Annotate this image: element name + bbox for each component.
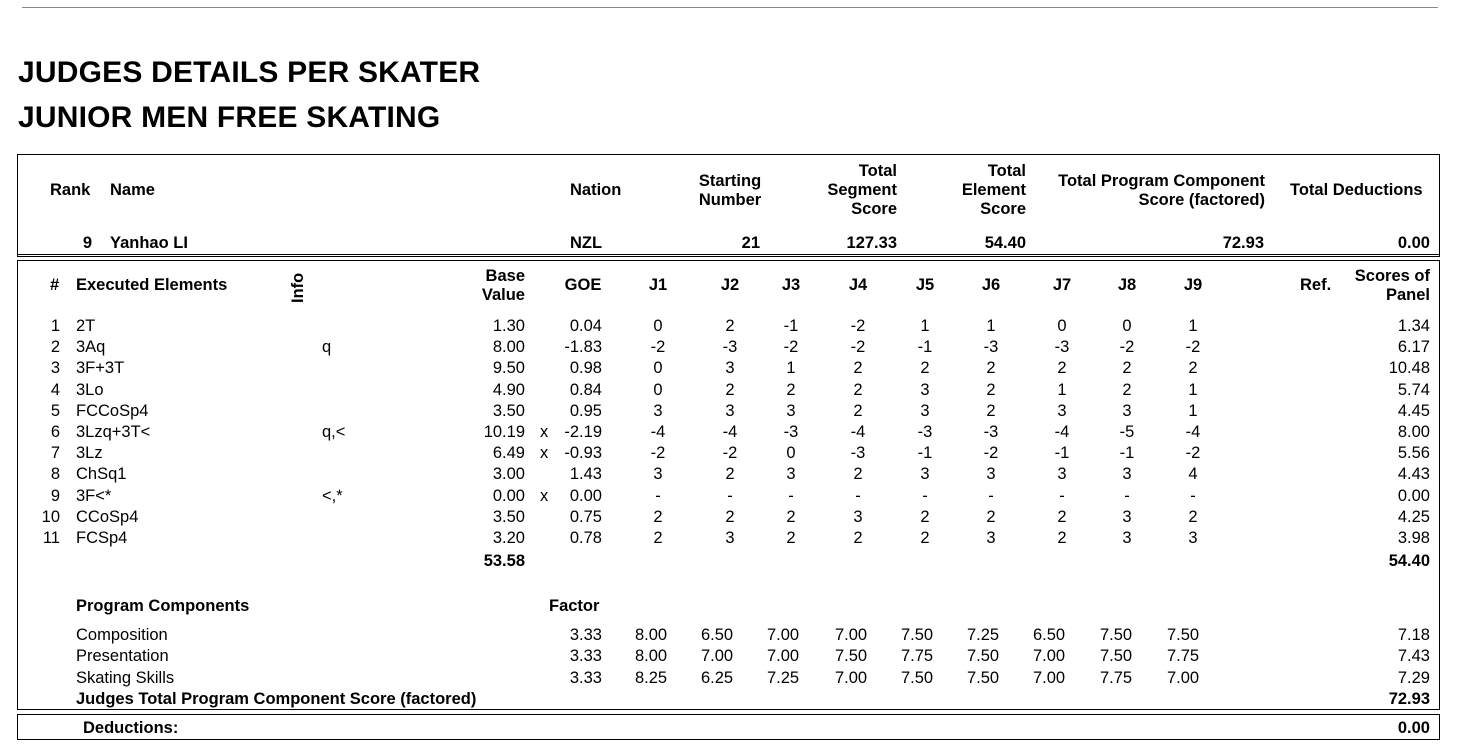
element-judge-score-j3: 0 xyxy=(786,444,796,463)
element-judge-score-j8: 2 xyxy=(1122,380,1132,399)
element-judge-score-j4: 2 xyxy=(853,465,863,484)
element-judge-score-j7: 2 xyxy=(1057,359,1067,378)
component-panel-score: 7.29 xyxy=(1397,668,1430,687)
element-base-value: 10.19 xyxy=(483,423,525,441)
element-judge-score-j9: 1 xyxy=(1188,380,1198,399)
element-judge-score-j3: 1 xyxy=(786,359,796,378)
element-judge-score-j2: 2 xyxy=(725,380,735,399)
component-judge-score-j1: 8.00 xyxy=(634,647,668,666)
element-judge-score-j3: 2 xyxy=(786,380,796,399)
element-judge-score-j9: - xyxy=(1190,486,1196,505)
component-judge-score-j7: 7.00 xyxy=(1032,668,1066,687)
skater-tss: 127.33 xyxy=(846,234,897,252)
goe-header: GOE xyxy=(564,276,602,294)
component-judge-score-j4: 7.00 xyxy=(834,668,868,687)
component-judge-score-j7: 6.50 xyxy=(1032,626,1066,644)
element-judge-score-j8: - xyxy=(1124,486,1130,505)
summary-underline xyxy=(18,254,1439,255)
element-judge-score-j8: 3 xyxy=(1122,465,1132,484)
element-judge-score-j5: 3 xyxy=(920,401,930,420)
element-judge-score-j1: 0 xyxy=(653,380,663,399)
element-judge-score-j8: 2 xyxy=(1122,359,1132,378)
element-number: 4 xyxy=(50,380,60,399)
component-judge-score-j3: 7.25 xyxy=(766,668,800,687)
element-judge-score-j2: 2 xyxy=(725,465,735,484)
element-number: 5 xyxy=(50,401,60,420)
nation-header: Nation xyxy=(570,181,622,199)
component-panel-score: 7.43 xyxy=(1397,647,1430,666)
element-judge-score-j3: 3 xyxy=(786,401,796,420)
element-judge-score-j3: 2 xyxy=(786,507,796,526)
component-judge-score-j2: 6.25 xyxy=(700,668,734,687)
element-base-value: 8.00 xyxy=(492,338,525,357)
component-factor: 3.33 xyxy=(569,647,602,666)
element-judge-score-j2: 2 xyxy=(725,317,735,335)
component-name: Presentation xyxy=(76,647,169,666)
component-judge-score-j2: 7.00 xyxy=(700,647,734,666)
element-goe: -0.93 xyxy=(564,444,602,463)
element-judge-score-j9: -4 xyxy=(1185,423,1201,441)
component-judge-score-j4: 7.50 xyxy=(834,647,868,666)
base-value-header: Base Value xyxy=(481,267,525,304)
element-panel-score: 5.56 xyxy=(1397,444,1430,463)
element-judge-score-j9: 1 xyxy=(1188,401,1198,420)
element-base-value: 9.50 xyxy=(492,359,525,378)
element-info: q,< xyxy=(322,423,346,441)
element-number: 7 xyxy=(50,444,60,463)
judge-header-j3: J3 xyxy=(781,276,801,294)
element-judge-score-j4: -4 xyxy=(850,423,866,441)
element-code: 3F<* xyxy=(76,486,112,505)
element-judge-score-j7: 3 xyxy=(1057,465,1067,484)
element-judge-score-j9: -2 xyxy=(1185,338,1201,357)
element-judge-score-j5: -1 xyxy=(917,444,933,463)
element-judge-score-j6: 3 xyxy=(986,529,996,547)
judge-header-j2: J2 xyxy=(720,276,740,294)
element-num-header: # xyxy=(50,276,60,294)
element-judge-score-j2: 3 xyxy=(725,359,735,378)
element-base-value: 6.49 xyxy=(492,444,525,463)
element-code: 3Lzq+3T< xyxy=(76,423,151,441)
skater-tes: 54.40 xyxy=(984,234,1026,252)
factor-header: Factor xyxy=(549,597,600,615)
element-judge-score-j5: 2 xyxy=(920,529,930,547)
element-judge-score-j4: 2 xyxy=(853,359,863,378)
page-title: JUDGES DETAILS PER SKATER xyxy=(18,56,481,89)
element-judge-score-j7: -1 xyxy=(1054,444,1070,463)
component-judge-score-j5: 7.50 xyxy=(900,626,934,644)
judge-header-j9: J9 xyxy=(1183,276,1203,294)
element-judge-score-j4: 2 xyxy=(853,401,863,420)
scores-of-panel-header: Scores of Panel xyxy=(1354,267,1430,304)
component-judge-score-j9: 7.75 xyxy=(1166,647,1200,666)
element-goe: -2.19 xyxy=(564,423,602,441)
element-judge-score-j4: -3 xyxy=(850,444,866,463)
element-judge-score-j6: 2 xyxy=(986,401,996,420)
element-judge-score-j8: 3 xyxy=(1122,529,1132,547)
element-judge-score-j3: 2 xyxy=(786,529,796,547)
element-judge-score-j7: -3 xyxy=(1054,338,1070,357)
element-judge-score-j2: 2 xyxy=(725,507,735,526)
element-judge-score-j1: -2 xyxy=(650,444,666,463)
element-number: 3 xyxy=(50,359,60,378)
element-judge-score-j6: 2 xyxy=(986,359,996,378)
element-judge-score-j7: 2 xyxy=(1057,507,1067,526)
element-panel-score: 4.45 xyxy=(1397,401,1430,420)
element-judge-score-j5: 3 xyxy=(920,465,930,484)
element-bonus-marker: x xyxy=(540,444,549,463)
element-judge-score-j7: -4 xyxy=(1054,423,1070,441)
element-judge-score-j6: 3 xyxy=(986,465,996,484)
element-panel-score: 0.00 xyxy=(1397,486,1430,505)
element-judge-score-j4: - xyxy=(855,486,861,505)
element-panel-score: 10.48 xyxy=(1388,359,1430,378)
skater-nation: NZL xyxy=(570,234,603,252)
element-judge-score-j4: -2 xyxy=(850,338,866,357)
element-judge-score-j3: -1 xyxy=(783,317,799,335)
element-judge-score-j4: 2 xyxy=(853,380,863,399)
element-judge-score-j6: -3 xyxy=(983,423,999,441)
component-judge-score-j7: 7.00 xyxy=(1032,647,1066,666)
element-base-value: 1.30 xyxy=(492,317,525,335)
elements-total-panel: 54.40 xyxy=(1388,552,1430,570)
top-rule xyxy=(22,7,1438,8)
element-judge-score-j3: -2 xyxy=(783,338,799,357)
element-judge-score-j6: -2 xyxy=(983,444,999,463)
element-panel-score: 4.43 xyxy=(1397,465,1430,484)
component-panel-score: 7.18 xyxy=(1397,626,1430,644)
component-judge-score-j5: 7.75 xyxy=(900,647,934,666)
element-judge-score-j5: - xyxy=(922,486,928,505)
element-judge-score-j1: 2 xyxy=(653,529,663,547)
component-factor: 3.33 xyxy=(569,626,602,644)
info-header: Info xyxy=(289,272,307,303)
component-judge-score-j8: 7.75 xyxy=(1099,668,1133,687)
element-judge-score-j7: 0 xyxy=(1057,317,1067,335)
element-judge-score-j9: 3 xyxy=(1188,529,1198,547)
element-code: 3F+3T xyxy=(76,359,125,378)
element-number: 9 xyxy=(50,486,60,505)
element-judge-score-j6: 1 xyxy=(986,317,996,335)
component-judge-score-j4: 7.00 xyxy=(834,626,868,644)
element-judge-score-j6: - xyxy=(988,486,994,505)
element-judge-score-j6: -3 xyxy=(983,338,999,357)
pcs-total-value: 72.93 xyxy=(1388,690,1430,708)
element-number: 1 xyxy=(50,317,60,335)
component-judge-score-j9: 7.50 xyxy=(1166,626,1200,644)
element-judge-score-j5: -1 xyxy=(917,338,933,357)
component-judge-score-j6: 7.25 xyxy=(966,626,1000,644)
element-judge-score-j8: -2 xyxy=(1119,338,1135,357)
tss-header: Total Segment Score xyxy=(827,162,897,218)
element-number: 8 xyxy=(50,465,60,484)
element-judge-score-j1: - xyxy=(655,486,661,505)
element-info: q xyxy=(322,338,332,357)
element-judge-score-j4: 3 xyxy=(853,507,863,526)
element-judge-score-j8: -1 xyxy=(1119,444,1135,463)
element-judge-score-j1: 3 xyxy=(653,401,663,420)
element-bonus-marker: x xyxy=(540,423,549,441)
element-code: ChSq1 xyxy=(76,465,127,484)
element-goe: -1.83 xyxy=(564,338,602,357)
element-judge-score-j6: 2 xyxy=(986,507,996,526)
element-judge-score-j9: 2 xyxy=(1188,359,1198,378)
element-judge-score-j1: -2 xyxy=(650,338,666,357)
element-judge-score-j2: -3 xyxy=(722,338,738,357)
element-base-value: 0.00 xyxy=(492,486,525,505)
element-goe: 0.78 xyxy=(569,529,602,547)
element-goe: 1.43 xyxy=(569,465,602,484)
component-judge-score-j9: 7.00 xyxy=(1166,668,1200,687)
element-code: 3Aq xyxy=(76,338,106,357)
element-judge-score-j8: 0 xyxy=(1122,317,1132,335)
element-judge-score-j5: 1 xyxy=(920,317,930,335)
element-judge-score-j2: - xyxy=(727,486,733,505)
element-judge-score-j7: 1 xyxy=(1057,380,1067,399)
element-judge-score-j5: -3 xyxy=(917,423,933,441)
element-goe: 0.84 xyxy=(569,380,602,399)
element-code: CCoSp4 xyxy=(76,507,139,526)
element-judge-score-j5: 2 xyxy=(920,359,930,378)
element-number: 10 xyxy=(41,507,60,526)
element-judge-score-j3: 3 xyxy=(786,465,796,484)
element-panel-score: 4.25 xyxy=(1397,507,1430,526)
tes-header: Total Element Score xyxy=(961,162,1026,218)
deductions-header: Total Deductions xyxy=(1290,181,1423,199)
executed-elements-header: Executed Elements xyxy=(76,276,228,294)
skater-deductions: 0.00 xyxy=(1397,234,1430,252)
deductions-box xyxy=(17,714,1440,740)
element-info: <,* xyxy=(322,486,343,505)
element-judge-score-j4: -2 xyxy=(850,317,866,335)
component-judge-score-j1: 8.00 xyxy=(634,626,668,644)
element-judge-score-j8: 3 xyxy=(1122,507,1132,526)
name-header: Name xyxy=(110,181,155,199)
element-judge-score-j2: 3 xyxy=(725,401,735,420)
element-goe: 0.98 xyxy=(569,359,602,378)
element-base-value: 3.20 xyxy=(492,529,525,547)
element-judge-score-j1: 2 xyxy=(653,507,663,526)
element-code: FCCoSp4 xyxy=(76,401,149,420)
element-bonus-marker: x xyxy=(540,486,549,505)
judge-header-j5: J5 xyxy=(915,276,935,294)
skater-name: Yanhao LI xyxy=(110,234,188,252)
component-judge-score-j3: 7.00 xyxy=(766,647,800,666)
element-judge-score-j9: -2 xyxy=(1185,444,1201,463)
element-number: 6 xyxy=(50,423,60,441)
element-panel-score: 5.74 xyxy=(1397,380,1430,399)
element-code: 3Lo xyxy=(76,380,104,399)
element-panel-score: 6.17 xyxy=(1397,338,1430,357)
element-judge-score-j9: 4 xyxy=(1188,465,1198,484)
element-judge-score-j8: -5 xyxy=(1119,423,1135,441)
starting-number-header: Starting Number xyxy=(698,172,762,209)
element-judge-score-j3: -3 xyxy=(783,423,799,441)
element-judge-score-j9: 1 xyxy=(1188,317,1198,335)
judge-header-j8: J8 xyxy=(1117,276,1137,294)
element-judge-score-j4: 2 xyxy=(853,529,863,547)
element-number: 2 xyxy=(50,338,60,357)
element-judge-score-j7: 2 xyxy=(1057,529,1067,547)
skater-starting-number: 21 xyxy=(741,234,760,252)
element-judge-score-j8: 3 xyxy=(1122,401,1132,420)
element-judge-score-j3: - xyxy=(788,486,794,505)
element-judge-score-j6: 2 xyxy=(986,380,996,399)
element-judge-score-j1: 0 xyxy=(653,359,663,378)
element-judge-score-j7: 3 xyxy=(1057,401,1067,420)
component-judge-score-j5: 7.50 xyxy=(900,668,934,687)
element-goe: 0.95 xyxy=(569,401,602,420)
element-judge-score-j1: 0 xyxy=(653,317,663,335)
pcs-header: Total Program Component Score (factored) xyxy=(1058,172,1265,209)
ref-header: Ref. xyxy=(1300,276,1332,294)
element-judge-score-j9: 2 xyxy=(1188,507,1198,526)
judge-header-j6: J6 xyxy=(981,276,1001,294)
element-goe: 0.04 xyxy=(569,317,602,335)
component-judge-score-j3: 7.00 xyxy=(766,626,800,644)
deductions-value: 0.00 xyxy=(1397,719,1430,737)
element-judge-score-j7: - xyxy=(1059,486,1065,505)
element-code: 3Lz xyxy=(76,444,103,463)
element-base-value: 3.00 xyxy=(492,465,525,484)
element-base-value: 4.90 xyxy=(492,380,525,399)
deductions-label: Deductions: xyxy=(83,719,179,737)
element-base-value: 3.50 xyxy=(492,507,525,526)
component-judge-score-j6: 7.50 xyxy=(966,668,1000,687)
page-subtitle: JUNIOR MEN FREE SKATING xyxy=(18,101,441,134)
pcs-total-label: Judges Total Program Component Score (factored) xyxy=(76,690,477,708)
judge-header-j1: J1 xyxy=(648,276,668,294)
element-panel-score: 8.00 xyxy=(1397,423,1430,441)
program-components-header: Program Components xyxy=(76,597,250,615)
element-base-value: 3.50 xyxy=(492,401,525,420)
component-name: Skating Skills xyxy=(76,668,175,687)
element-number: 11 xyxy=(42,529,60,547)
elements-total-base: 53.58 xyxy=(483,552,525,570)
element-code: FCSp4 xyxy=(76,529,128,547)
element-judge-score-j2: 3 xyxy=(725,529,735,547)
skater-pcs: 72.93 xyxy=(1222,234,1264,252)
element-judge-score-j5: 3 xyxy=(920,380,930,399)
component-judge-score-j6: 7.50 xyxy=(966,647,1000,666)
element-judge-score-j2: -4 xyxy=(722,423,738,441)
component-judge-score-j8: 7.50 xyxy=(1099,626,1133,644)
element-judge-score-j5: 2 xyxy=(920,507,930,526)
element-judge-score-j2: -2 xyxy=(722,444,738,463)
element-code: 2T xyxy=(76,317,96,335)
element-judge-score-j1: -4 xyxy=(650,423,666,441)
component-judge-score-j8: 7.50 xyxy=(1099,647,1133,666)
skater-rank: 9 xyxy=(82,234,92,252)
judge-header-j4: J4 xyxy=(848,276,868,294)
component-name: Composition xyxy=(76,626,168,644)
component-factor: 3.33 xyxy=(569,668,602,687)
element-goe: 0.00 xyxy=(569,486,602,505)
element-panel-score: 3.98 xyxy=(1397,529,1430,547)
element-judge-score-j1: 3 xyxy=(653,465,663,484)
element-goe: 0.75 xyxy=(569,507,602,526)
rank-header: Rank xyxy=(50,181,91,199)
element-panel-score: 1.34 xyxy=(1397,317,1430,335)
component-judge-score-j2: 6.50 xyxy=(700,626,734,644)
component-judge-score-j1: 8.25 xyxy=(634,668,668,687)
judge-header-j7: J7 xyxy=(1052,276,1072,294)
